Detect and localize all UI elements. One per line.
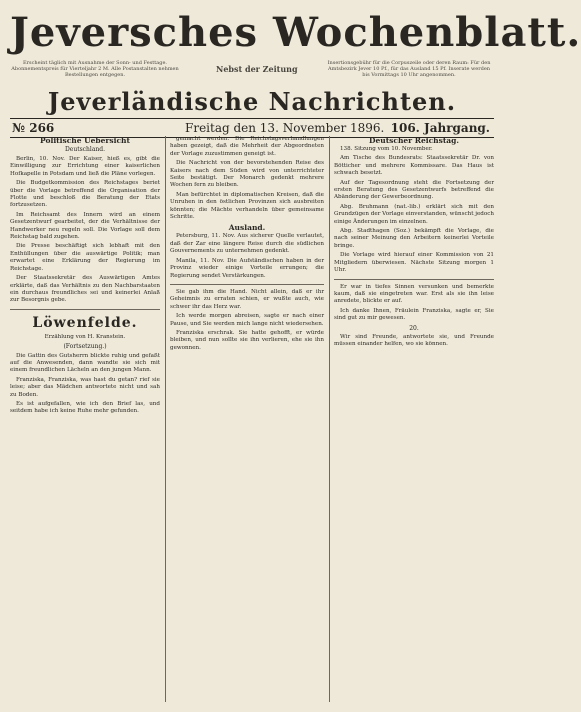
article-paragraph: Am Tische des Bundesrats: Staatssekretär Dr. von Bötticher und mehrere Kommissare. Das Haus ist schwach besetzt.: [334, 155, 494, 177]
article-paragraph: Auf der Tagesordnung steht die Fortsetzung der ersten Beratung des Gesetzentwurfs betreffend die Abänderung der Gewerbeordnung.: [334, 179, 494, 201]
section-subheading: Deutschland.: [64, 146, 106, 153]
subscription-info: Erscheint täglich mit Ausnahme der Sonn- und Festtage. Abonnementspreis für Vierteljahr 2 M. Alle Postanstalten nehmen Bestellungen entgegen.: [11, 60, 179, 78]
section-heading: Deutscher Reichstag.: [368, 136, 460, 145]
article-paragraph: Abg. Bruhmann (nat.-lib.) erklärt sich mit den Grundzügen der Vorlage einverstanden, wünscht jedoch einige Änderungen im einzelnen.: [334, 203, 494, 225]
subheader-middle: Nebst der Zeitung: [216, 64, 298, 74]
article-paragraph: Abg. Stadthagen (Soz.) bekämpft die Vorlage, die nach seiner Meinung den Arbeitern keinerlei Vorteile bringe.: [334, 228, 494, 249]
chapter-number: 20.: [409, 324, 419, 332]
issue-bar: [10, 118, 494, 138]
divider: [10, 309, 160, 310]
story-paragraph: Ich werde morgen abreisen, sagte er nach einer Pause, und Sie werden mich lange nicht wiedersehen.: [170, 313, 324, 327]
feuilleton-title: Löwenfelde.: [32, 314, 138, 331]
story-paragraph: Er war in tiefes Sinnen versunken und bemerkte kaum, daß sie eingetreten war. Erst als sie ihn leise anredete, blickte er auf.: [334, 283, 494, 305]
feuilleton-chapter: (Fortsetzung.): [63, 343, 107, 351]
column-news: [170, 136, 324, 702]
second-title: Jeverländische Nachrichten.: [47, 87, 457, 116]
article-paragraph: Petersburg, 11. Nov. Aus sicherer Quelle verlautet, daß der Zar eine längere Reise durch die südlichen Gouvernements zu unternehmen gedenkt.: [170, 233, 324, 255]
issue-year: 106. Jahrgang.: [390, 121, 490, 135]
article-paragraph: 138. Sitzung vom 10. November.: [340, 146, 433, 152]
article-paragraph: gemacht werden. Die Reichstagsverhandlungen haben gezeigt, daß die Mehrheit der Abgeordneten der Vorlage zuzustimmen geneigt ist.: [170, 136, 324, 157]
issue-number: № 266: [12, 121, 55, 135]
column-rule: [165, 136, 166, 702]
article-paragraph: Im Reichsamt des Innern wird an einem Gesetzentwurf gearbeitet, der die Verhältnisse der Handwerker neu regeln soll. Die Vorlage soll dem Reichstag bald zugehen.: [10, 211, 160, 241]
column-rule: [329, 136, 330, 702]
story-paragraph: Franziska, Franziska, was hast du getan? rief sie leise; aber das Mädchen antwortete nicht und sah zu Boden.: [10, 376, 160, 398]
newspaper-page: [10, 9, 581, 702]
article-paragraph: Man befürchtet in diplomatischen Kreisen, daß die Unruhen in den östlichen Provinzen sich ausbreiten könnten; die Mächte verhandeln über gemeinsame Schritte.: [170, 191, 324, 221]
column-reichstag: [334, 136, 494, 702]
columns: [10, 136, 494, 702]
story-paragraph: Sie gab ihm die Hand. Nicht allein, daß er ihr Geheimnis zu erraten schien, er wußte auch, wie schwer ihr das Herz war.: [170, 288, 324, 310]
story-paragraph: Die Gattin des Gutsherrn blickte ruhig und gefaßt auf die Anwesenden, dann wandte sie sich mit einem freundlichen Lächeln an den jungen Mann.: [10, 352, 160, 374]
article-paragraph: Die Nachricht von der bevorstehenden Reise des Kaisers nach dem Süden wird von unterrichteter Seite bestätigt. Der Monarch gedenkt mehrere Wochen fern zu bleiben.: [170, 160, 324, 189]
feuilleton-byline: Erzählung von H. Kranstein.: [44, 333, 126, 340]
divider: [334, 279, 494, 280]
article-paragraph: Die Presse beschäftigt sich lebhaft mit den Enthüllungen über die auswärtige Politik; man erwartet eine Erklärung der Regierung im Reichstage.: [10, 243, 160, 272]
story-paragraph: Es ist aufgefallen, wie ich den Brief las, und seitdem habe ich keine Ruhe mehr gefunden.: [10, 400, 160, 415]
story-paragraph: Ich danke Ihnen, Fräulein Franziska, sagte er, Sie sind gut zu mir gewesen.: [334, 307, 494, 322]
article-paragraph: Manila, 11. Nov. Die Aufständischen haben in der Provinz wieder einige Vorteile errungen; die Regierung sendet Verstärkungen.: [170, 257, 324, 279]
story-paragraph: Wir sind Freunde, antwortete sie, und Freunde müssen einander helfen, wo sie können.: [334, 333, 494, 348]
masthead-title: Jeversches Wochenblatt.: [10, 9, 581, 56]
divider: [170, 284, 324, 285]
section-heading: Politische Uebersicht: [40, 136, 130, 145]
section-heading: Ausland.: [228, 223, 266, 233]
article-paragraph: Die Vorlage wird hierauf einer Kommission von 21 Mitgliedern überwiesen. Nächste Sitzung morgen 1 Uhr.: [334, 252, 494, 274]
article-paragraph: Die Budgetkommission des Reichstages beriet über die Vorlage betreffend die Organisation der Flotte und beschloß die Beratung der Etats fortzusetzen.: [10, 180, 160, 209]
advertising-info: Insertionsgebühr für die Corpuszeile oder deren Raum: Für den Amtsbezirk Jever 10 Pf., für das Ausland 15 Pf. Inserate werden bis Vormittags 10 Uhr angenommen.: [327, 60, 491, 78]
article-paragraph: Der Staatssekretär des Auswärtigen Amtes erklärte, daß das Verhältnis zu den Nachbarstaaten ein durchaus freundliches sei und keinerlei Anlaß zur Besorgnis gebe.: [10, 275, 160, 304]
subheader: [10, 58, 494, 88]
column-politics: [10, 136, 160, 702]
issue-date: Freitag den 13. November 1896.: [185, 121, 385, 135]
story-paragraph: Franziska erschrak. Sie hatte gehofft, er würde bleiben, und nun sollte sie ihn verlieren, ehe sie ihn gewonnen.: [170, 329, 324, 351]
article-paragraph: Berlin, 10. Nov. Der Kaiser, hieß es, gibt die Einwilligung zur Errichtung einer kaiserlichen Hofkapelle in Potsdam und ließ die Pläne vorlegen.: [10, 156, 160, 177]
